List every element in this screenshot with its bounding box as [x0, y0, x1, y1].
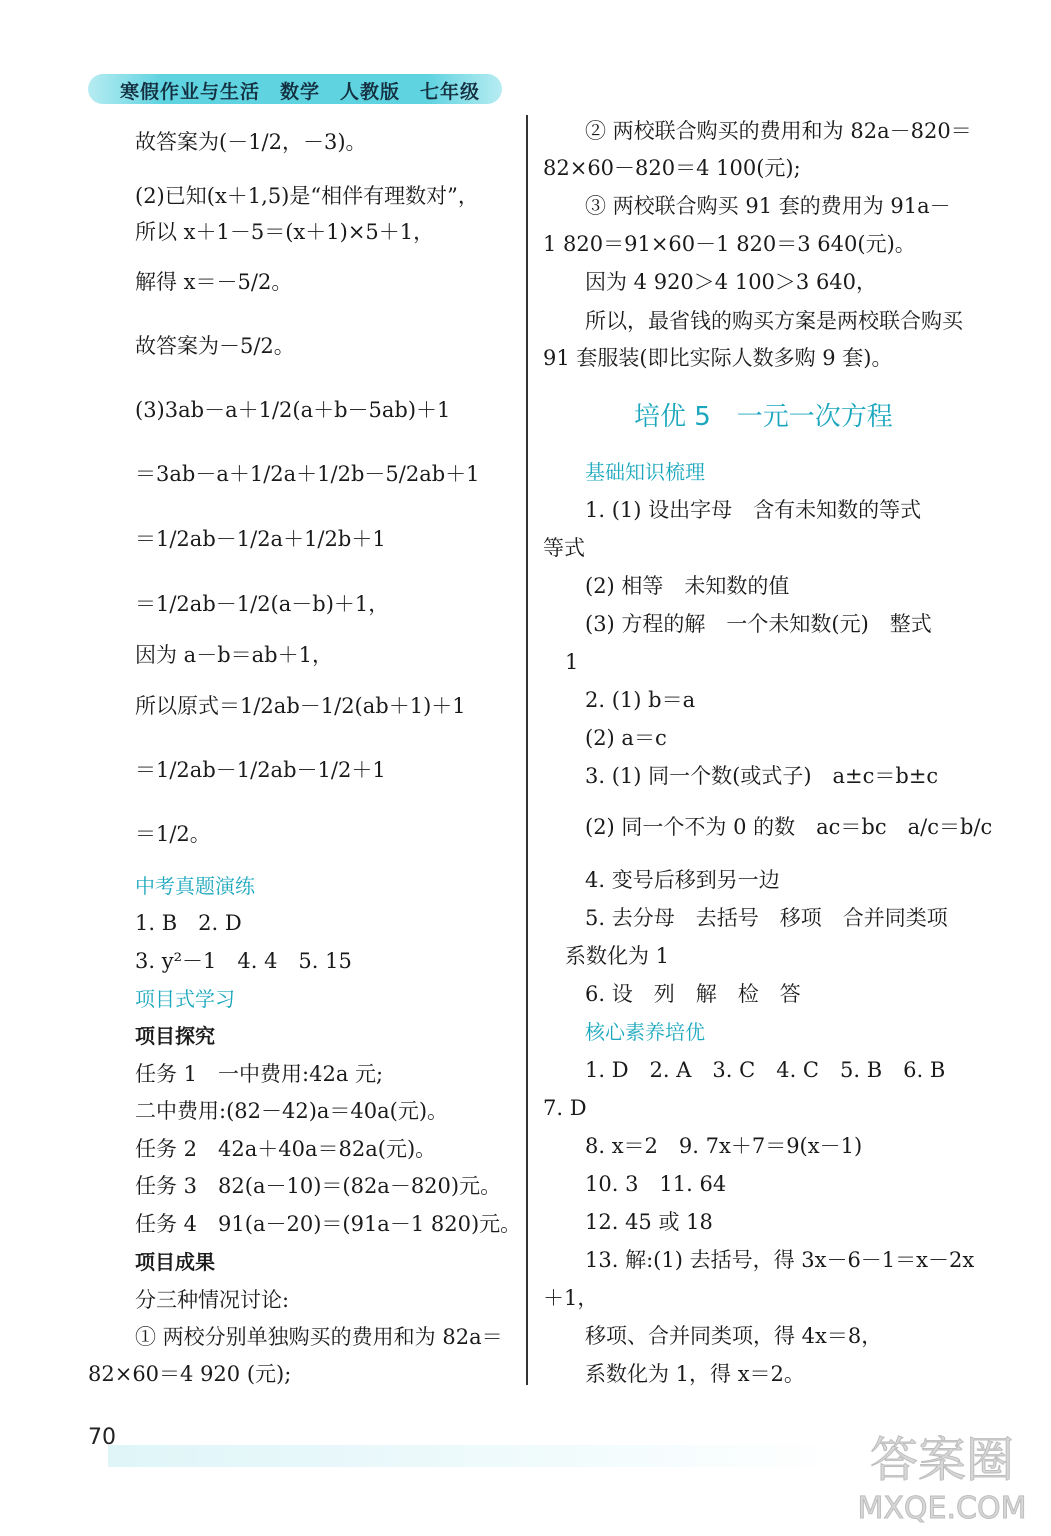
section-heading: 核心素养培优 — [585, 1020, 705, 1044]
text-line: (2) 相等 未知数的值 — [585, 574, 790, 598]
text-line: 7. D — [543, 1096, 587, 1120]
text-line: ＋1， — [543, 1286, 599, 1310]
text-line: 所以 x＋1－5＝(x＋1)×5＋1， — [135, 220, 435, 244]
subsection-heading: 项目成果 — [135, 1250, 215, 1274]
watermark-logo — [850, 1418, 1035, 1528]
text-line: (3)3ab－a＋1/2(a＋b－5ab)＋1 — [135, 398, 451, 422]
text-line: 等式 — [543, 536, 585, 560]
text-line: ＝1/2ab－1/2ab－1/2＋1 — [135, 758, 386, 782]
text-line: ＝1/2。 — [135, 822, 211, 846]
text-line: ＝1/2ab－1/2(a－b)＋1， — [135, 592, 390, 616]
text-line: 移项、合并同类项，得 4x＝8， — [585, 1324, 883, 1348]
text-line: 1. B 2. D — [135, 911, 242, 935]
text-line: 系数化为 1，得 x＝2。 — [585, 1362, 805, 1386]
text-line: ① 两校分别单独购买的费用和为 82a＝ — [135, 1325, 503, 1349]
text-line: 13. 解:(1) 去括号，得 3x－6－1＝x－2x — [585, 1248, 975, 1272]
text-line: 4. 变号后移到另一边 — [585, 868, 780, 892]
text-line: 82×60＝4 920 (元); — [88, 1362, 292, 1386]
text-line: 3. (1) 同一个数(或式子) a±c＝b±c — [585, 764, 939, 788]
text-line: 10. 3 11. 64 — [585, 1172, 727, 1196]
text-line: 82×60－820＝4 100(元); — [543, 156, 801, 180]
text-line: 12. 45 或 18 — [585, 1210, 713, 1234]
text-line: 1 — [565, 650, 579, 674]
text-line: (2) a＝c — [585, 726, 667, 750]
text-line: 故答案为－5/2。 — [135, 334, 295, 358]
text-line: ③ 两校联合购买 91 套的费用为 91a－ — [585, 194, 951, 218]
text-line: 任务 2 42a＋40a＝82a(元)。 — [135, 1137, 437, 1161]
chapter-title: 培优 5 一元一次方程 — [634, 402, 893, 432]
text-line: 8. x＝2 9. 7x＋7＝9(x－1) — [585, 1134, 863, 1158]
text-line: (3) 方程的解 一个未知数(元) 整式 — [585, 612, 932, 636]
section-heading: 中考真题演练 — [135, 874, 255, 898]
text-line: 6. 设 列 解 检 答 — [585, 982, 801, 1006]
text-line: 因为 4 920＞4 100＞3 640， — [585, 270, 878, 294]
subsection-heading: 项目探究 — [135, 1024, 215, 1048]
text-line: ＝3ab－a＋1/2a＋1/2b－5/2ab＋1 — [135, 462, 480, 486]
text-line: 任务 1 一中费用:42a 元; — [135, 1062, 384, 1086]
text-line: 5. 去分母 去括号 移项 合并同类项 — [585, 906, 948, 930]
column-divider — [526, 115, 528, 1385]
page-number: 70 — [88, 1425, 116, 1450]
section-heading: 项目式学习 — [135, 987, 235, 1011]
text-line: (2)已知(x＋1,5)是“相伴有理数对”， — [135, 184, 479, 208]
text-line: ＝1/2ab－1/2a＋1/2b＋1 — [135, 527, 386, 551]
text-line: 系数化为 1 — [565, 944, 670, 968]
text-line: 91 套服装(即比实际人数多购 9 套)。 — [543, 346, 893, 370]
text-line: 分三种情况讨论: — [135, 1288, 290, 1312]
text-line: 解得 x＝－5/2。 — [135, 270, 293, 294]
section-heading: 基础知识梳理 — [585, 460, 705, 484]
svg-text:答案圈: 答案圈 — [869, 1432, 1015, 1488]
text-line: 所以，最省钱的购买方案是两校联合购买 — [585, 309, 963, 333]
text-line: 1 820＝91×60－1 820＝3 640(元)。 — [543, 232, 916, 256]
text-line: 任务 3 82(a－10)＝(82a－820)元。 — [135, 1174, 502, 1198]
text-line: 任务 4 91(a－20)＝(91a－1 820)元。 — [135, 1212, 522, 1236]
text-line: 3. y²－1 4. 4 5. 15 — [135, 949, 352, 973]
footer-band — [108, 1445, 848, 1467]
text-line: 2. (1) b＝a — [585, 688, 696, 712]
text-line: 1. (1) 设出字母 含有未知数的等式 — [585, 498, 922, 522]
text-line: 因为 a－b＝ab＋1， — [135, 643, 333, 667]
text-line: ② 两校联合购买的费用和为 82a－820＝ — [585, 119, 972, 143]
header-title: 寒假作业与生活 数学 人教版 七年级 — [120, 81, 481, 103]
text-line: 二中费用:(82－42)a＝40a(元)。 — [135, 1099, 449, 1123]
text-line: (2) 同一个不为 0 的数 ac＝bc a/c＝b/c — [585, 815, 993, 839]
text-line: 1. D 2. A 3. C 4. C 5. B 6. B — [585, 1058, 946, 1082]
svg-text:MXQE.COM: MXQE.COM — [857, 1491, 1027, 1526]
text-line: 故答案为(－1/2，－3)。 — [135, 130, 367, 154]
text-line: 所以原式＝1/2ab－1/2(ab＋1)＋1 — [135, 694, 466, 718]
